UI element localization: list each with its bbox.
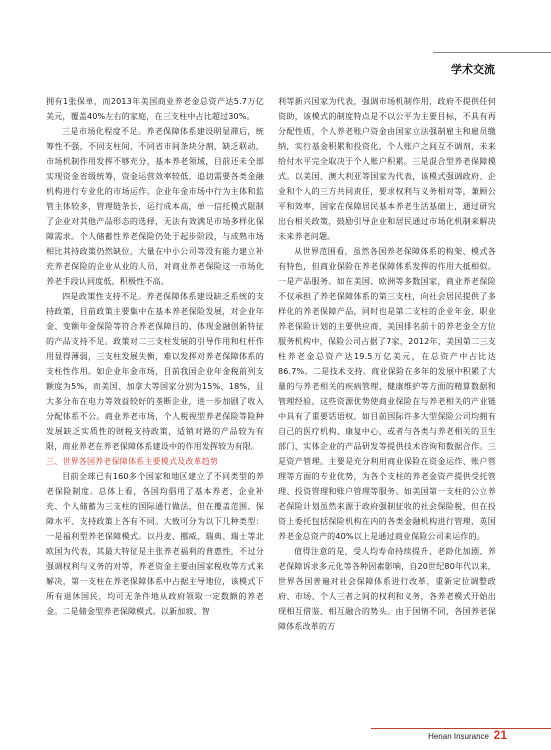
right-column <box>278 94 496 634</box>
section-heading: 三、世界各国养老保障体系主要模式及改革趋势 <box>46 457 219 466</box>
footer-publication: Henan Insurance <box>428 732 489 741</box>
right-paragraph-2: 从世界范围看，虽然各国养老保障体系的构架、模式各有特色，但商业保险在养老保障体系发挥的作用大抵相似。一是产品服务。如在美国、欧洲等多数国家，商业养老保险不仅承担了养老保障体系的第三支柱，向社会居民提供了多样化的养老保障产品，同时也是第二支柱的企业年金、职业养老保险计划的主要供应商，美国排名前十的养老金全方位服务机构中，保险公司占据了7家，2012年，美国第二三支柱养老金总资产达19.5万亿美元，在总资产中占比达86.7%。二是技术支持。商业保险在多年的发展中积累了大量的与养老相关的疾病管理、健康维护等方面的精算数据和管理经验，这些资源优势使商业保险在与养老相关的产业链中具有了重要话语权。如目前国际许多大型保险公司均拥有自己的医疗机构、康复中心，或者与各类与养老相关的卫生部门、实体企业的产品研发等提供技术咨询和数据合作。三是资产管理。主要是充分利用商业保险在资金运作、账户管理等方面的专业优势，为各个支柱的养老金资产提供受托管理、投资管理和账户管理等服务。如美国第一支柱的公立养老保险计划虽然来源于政府强制征收的社会保险税，但在投资上委托包括保险机构在内的各类金融机构进行管理，英国养老金总资产的40%以上是通过商业保险公司来运作的。 <box>278 247 496 541</box>
section-title: 学术交流 <box>451 63 495 76</box>
left-column <box>46 94 264 619</box>
right-paragraph-1: 利等新兴国家为代表，强调市场机制作用，政府不提供任何资助，该模式的制度特点是不以公平为主要目标，不具有再分配性质，个人养老账户资金由国家立法强制雇主和雇员缴纳，实行基金积累和投资化，个人账户之间互不调剂，未来给付水平完全取决于个人账户积累。三是混合型养老保障模式。以美国、澳大利亚等国家为代表，该模式强调政府、企业和个人的三方共同责任，要求权利与义务相对等，兼顾公平和效率，国家在保障居民基本养老生活基础上，通过研究出台相关政策，鼓励引导企业和居民通过市场化机制来解决未来养老问题。 <box>278 97 496 241</box>
left-paragraph-4: 目前全球已有160多个国家和地区建立了不同类型的养老保险制度。总体上看，各国均倡用了基本养老、企业补充、个人储蓄为三支柱的国际通行做法，但在覆盖范围、保障水平、支持政策上各有不同。大致可分为以下几种类型：一是福利型养老保障模式。以丹麦、挪威、瑞典、瑞士等北欧国为代表，其最大特征是主张养老福利的普惠性，不过分强调权利与义务的对等，养老资金主要由国家税收等方式来解决，第一支柱在养老保障体系中占据主导地位，该模式下所有退休国民，均可无条件地从政府领取一定数额的养老金。二是储金型养老保障模式。以新加坡、智 <box>46 472 264 616</box>
page-number: 21 <box>493 728 507 742</box>
left-paragraph-3: 四是政策性支持不足。养老保障体系建设缺乏系统的支持政策，目前政策主要集中在基本养老保险发展，对企业年金、变额年金保险等符合养老保障目的、体现金融创新特征的产品支持不足。政策对二三支柱发展的引导作用和杠杆作用显得薄弱，三支柱发展失衡，难以发挥对养老保障体系的支柱性作用。如企业年金市场，目前我国企业年金税前列支额度为5%，而美国、加拿大等国家分别为15%、18%，且大多分布在电力等效益较好的垄断企业，进一步加剧了收入分配体系不公。商业养老市场，个人税视型养老保险等险种发展缺乏实质性的财税支持政策，适销对路的产品较为有限，商业养老在养老保障体系建设中的作用发挥较为有限。 <box>46 292 264 451</box>
section-header <box>433 52 551 79</box>
left-paragraph-2: 三是市场化程度不足。养老保障体系建设明显滞后，统筹性不强，不同支柱间、不同省市间条块分割，缺乏联动，市场机制作用发挥不够充分，基本养老领域，目前还未全部实现资金省级统筹，资金运营效率较低，追切需要各类金融机构进行专业化的市场运作。企业年金市场中行为主体和监管主体较多，管理链条长，运行成本高，单一信托模式限制了企业对其他产品形态的选择，无法有效满足市场多样化保障需求。个人储蓄性养老保险仍处于起步阶段，与成熟市场相比其持政策仍然缺位，大量在中小公司等没有能力建立补充养老保险的企业从业的人员，对商业养老保险这一市场化养老手段认同度低，积极性不高。 <box>46 127 264 286</box>
right-paragraph-3: 值得注意的是，受人均寿命持续提升、老龄化加剧、养老保障诉求多元化等各种因素影响，自20世纪80年代以来，世界各国普遍对社会保障体系进行改革，重新定位调整政府、市场、个人三者之间的权利和义务，各养老模式开始出现相互借鉴、相互融合的势头。由于国情不同，各国养老保障体系改革的方 <box>278 547 496 631</box>
left-paragraph-1: 拥有1张保单，而2013年美国商业养老金总资产达5.7万亿美元，覆盖40%左右的家庭，在三支柱中占比超过30%。 <box>46 97 264 121</box>
